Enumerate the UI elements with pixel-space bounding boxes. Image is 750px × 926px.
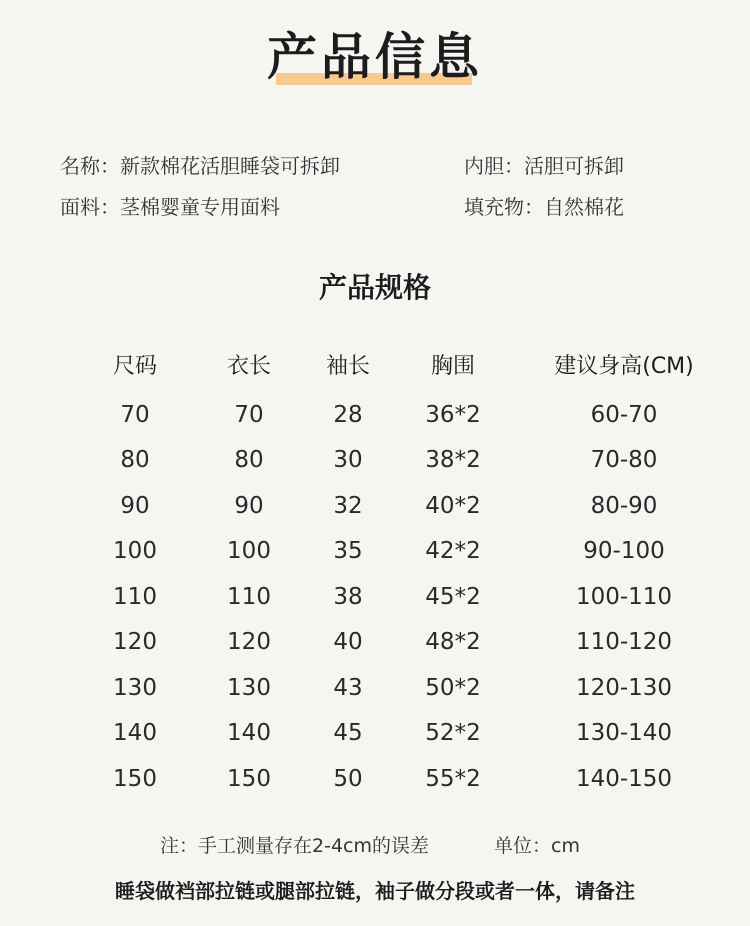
remark-note: 睡袋做裆部拉链或腿部拉链，袖子做分段或者一体，请备注 xyxy=(115,879,635,903)
cell: 52*2 xyxy=(425,720,481,747)
info-name xyxy=(60,150,340,179)
cell: 28 xyxy=(333,401,363,428)
cell: 40*2 xyxy=(425,492,481,519)
cell: 45 xyxy=(333,720,363,747)
unit-note: 单位：cm xyxy=(494,835,580,857)
cell: 48*2 xyxy=(425,629,481,656)
table-row xyxy=(95,392,715,438)
cell: 70-80 xyxy=(590,447,658,474)
cell: 130-140 xyxy=(575,720,673,747)
cell: 90 xyxy=(234,492,264,519)
cell: 42*2 xyxy=(425,538,481,565)
name-value: 新款棉花活胆睡袋可拆卸 xyxy=(120,154,340,178)
cell: 140 xyxy=(113,720,157,747)
cell: 100 xyxy=(227,538,271,565)
fabric-label: 面料： xyxy=(60,195,120,219)
cell: 120 xyxy=(113,629,157,656)
table-row xyxy=(95,529,715,575)
cell: 80 xyxy=(234,447,264,474)
cell: 36*2 xyxy=(425,401,481,428)
size-table xyxy=(95,336,715,802)
cell: 55*2 xyxy=(425,765,481,792)
cell: 45*2 xyxy=(425,583,481,610)
cell: 120-130 xyxy=(575,674,673,701)
cell: 110 xyxy=(113,583,157,610)
cell: 120 xyxy=(227,629,271,656)
table-header-row xyxy=(95,336,715,392)
lining-label: 内胆： xyxy=(464,154,524,178)
cell: 40 xyxy=(333,629,363,656)
table-row xyxy=(95,574,715,620)
table-row xyxy=(95,438,715,484)
cell: 130 xyxy=(227,674,271,701)
header-length: 衣长 xyxy=(226,353,271,379)
cell: 80-90 xyxy=(590,492,658,519)
cell: 130 xyxy=(113,674,157,701)
header-chest: 胸围 xyxy=(430,353,475,379)
cell: 150 xyxy=(113,765,157,792)
cell: 70 xyxy=(234,401,264,428)
table-row xyxy=(95,665,715,711)
table-row xyxy=(95,483,715,529)
filling-value: 自然棉花 xyxy=(544,195,624,219)
cell: 150 xyxy=(227,765,271,792)
cell: 100-110 xyxy=(575,583,673,610)
cell: 50 xyxy=(333,765,363,792)
cell: 50*2 xyxy=(425,674,481,701)
cell: 140 xyxy=(227,720,271,747)
cell: 90 xyxy=(120,492,150,519)
page-title: 产品信息 xyxy=(267,28,483,86)
cell: 100 xyxy=(113,538,157,565)
table-row xyxy=(95,620,715,666)
header-size: 尺码 xyxy=(112,353,157,379)
cell: 140-150 xyxy=(575,765,673,792)
cell: 110-120 xyxy=(575,629,673,656)
info-lining xyxy=(464,150,624,179)
fabric-value: 茎棉婴童专用面料 xyxy=(120,195,280,219)
info-filling xyxy=(464,191,624,220)
cell: 43 xyxy=(333,674,363,701)
table-row xyxy=(95,711,715,757)
cell: 38 xyxy=(333,583,363,610)
filling-label: 填充物： xyxy=(464,195,544,219)
cell: 38*2 xyxy=(425,447,481,474)
cell: 70 xyxy=(120,401,150,428)
header-height: 建议身高(CM) xyxy=(554,353,694,379)
lining-value: 活胆可拆卸 xyxy=(524,154,624,178)
cell: 32 xyxy=(333,492,363,519)
cell: 30 xyxy=(333,447,363,474)
cell: 80 xyxy=(120,447,150,474)
cell: 35 xyxy=(333,538,363,565)
cell: 110 xyxy=(227,583,271,610)
spec-title: 产品规格 xyxy=(318,271,431,304)
info-fabric xyxy=(60,191,280,220)
cell: 60-70 xyxy=(590,401,658,428)
title-wrap xyxy=(0,22,750,92)
header-sleeve: 袖长 xyxy=(325,353,370,379)
measure-note: 注：手工测量存在2-4cm的误差 xyxy=(160,835,429,857)
name-label: 名称： xyxy=(60,154,120,178)
table-row xyxy=(95,756,715,802)
cell: 90-100 xyxy=(583,538,665,565)
